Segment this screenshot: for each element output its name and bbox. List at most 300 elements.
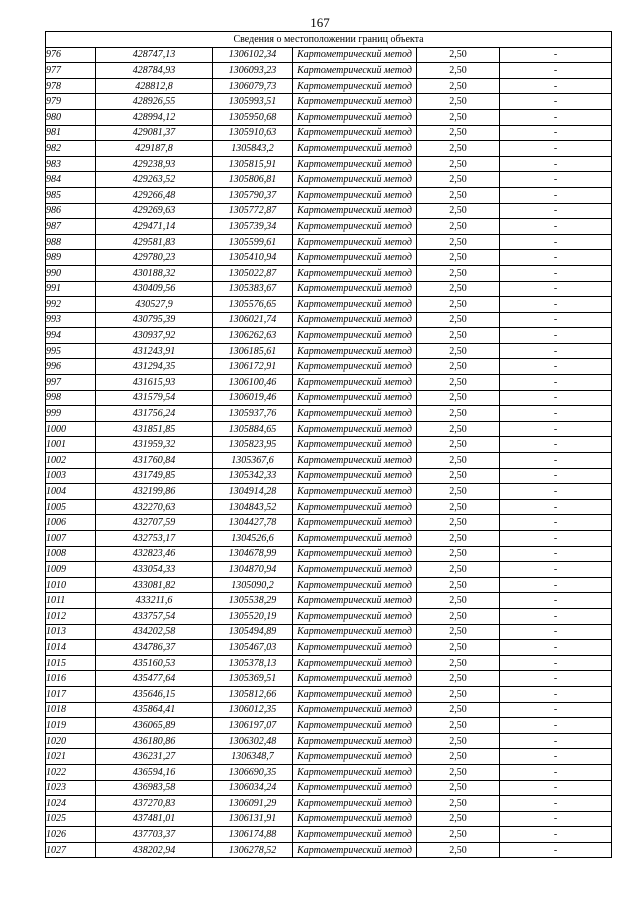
x-coordinate-cell: 431756,24: [96, 406, 213, 422]
measurement-method-cell: Картометрический метод: [293, 655, 417, 671]
accuracy-cell: 2,50: [417, 281, 500, 297]
table-body: [46, 47, 612, 858]
point-number-cell: 1008: [46, 546, 96, 562]
accuracy-cell: 2,50: [417, 187, 500, 203]
description-cell: -: [500, 780, 612, 796]
table-row: [46, 796, 612, 812]
accuracy-cell: 2,50: [417, 297, 500, 313]
y-coordinate-cell: 1306348,7: [213, 749, 293, 765]
accuracy-cell: 2,50: [417, 796, 500, 812]
accuracy-cell: 2,50: [417, 437, 500, 453]
table-row: [46, 47, 612, 63]
table-title: Сведения о местоположении границ объекта: [46, 32, 612, 48]
description-cell: -: [500, 686, 612, 702]
x-coordinate-cell: 433211,6: [96, 593, 213, 609]
accuracy-cell: 2,50: [417, 141, 500, 157]
y-coordinate-cell: 1306102,34: [213, 47, 293, 63]
description-cell: -: [500, 343, 612, 359]
point-number-cell: 983: [46, 156, 96, 172]
table-row: [46, 125, 612, 141]
accuracy-cell: 2,50: [417, 749, 500, 765]
measurement-method-cell: Картометрический метод: [293, 203, 417, 219]
table-row: [46, 562, 612, 578]
x-coordinate-cell: 436594,16: [96, 764, 213, 780]
description-cell: -: [500, 624, 612, 640]
description-cell: -: [500, 203, 612, 219]
table-row: [46, 624, 612, 640]
description-cell: -: [500, 546, 612, 562]
measurement-method-cell: Картометрический метод: [293, 141, 417, 157]
point-number-cell: 1021: [46, 749, 96, 765]
y-coordinate-cell: 1305772,87: [213, 203, 293, 219]
accuracy-cell: 2,50: [417, 608, 500, 624]
y-coordinate-cell: 1305022,87: [213, 265, 293, 281]
table-row: [46, 156, 612, 172]
table-row: [46, 827, 612, 843]
x-coordinate-cell: 430409,56: [96, 281, 213, 297]
y-coordinate-cell: 1306172,91: [213, 359, 293, 375]
point-number-cell: 992: [46, 297, 96, 313]
description-cell: -: [500, 375, 612, 391]
measurement-method-cell: Картометрический метод: [293, 281, 417, 297]
measurement-method-cell: Картометрический метод: [293, 671, 417, 687]
point-number-cell: 991: [46, 281, 96, 297]
y-coordinate-cell: 1306131,91: [213, 811, 293, 827]
x-coordinate-cell: 434202,58: [96, 624, 213, 640]
x-coordinate-cell: 434786,37: [96, 640, 213, 656]
point-number-cell: 993: [46, 312, 96, 328]
table-title-row: [46, 32, 612, 48]
y-coordinate-cell: 1306034,24: [213, 780, 293, 796]
accuracy-cell: 2,50: [417, 733, 500, 749]
accuracy-cell: 2,50: [417, 453, 500, 469]
x-coordinate-cell: 428784,93: [96, 63, 213, 79]
x-coordinate-cell: 436231,27: [96, 749, 213, 765]
description-cell: -: [500, 796, 612, 812]
y-coordinate-cell: 1305378,13: [213, 655, 293, 671]
x-coordinate-cell: 431959,32: [96, 437, 213, 453]
accuracy-cell: 2,50: [417, 328, 500, 344]
description-cell: -: [500, 234, 612, 250]
measurement-method-cell: Картометрический метод: [293, 499, 417, 515]
description-cell: -: [500, 312, 612, 328]
y-coordinate-cell: 1305383,67: [213, 281, 293, 297]
x-coordinate-cell: 435160,53: [96, 655, 213, 671]
accuracy-cell: 2,50: [417, 63, 500, 79]
x-coordinate-cell: 432199,86: [96, 484, 213, 500]
accuracy-cell: 2,50: [417, 499, 500, 515]
y-coordinate-cell: 1305884,65: [213, 421, 293, 437]
table-row: [46, 109, 612, 125]
accuracy-cell: 2,50: [417, 562, 500, 578]
measurement-method-cell: Картометрический метод: [293, 78, 417, 94]
table-row: [46, 484, 612, 500]
measurement-method-cell: Картометрический метод: [293, 842, 417, 858]
point-number-cell: 988: [46, 234, 96, 250]
description-cell: -: [500, 453, 612, 469]
accuracy-cell: 2,50: [417, 842, 500, 858]
point-number-cell: 1006: [46, 515, 96, 531]
point-number-cell: 989: [46, 250, 96, 266]
accuracy-cell: 2,50: [417, 421, 500, 437]
y-coordinate-cell: 1306100,46: [213, 375, 293, 391]
accuracy-cell: 2,50: [417, 390, 500, 406]
y-coordinate-cell: 1305576,65: [213, 297, 293, 313]
point-number-cell: 1012: [46, 608, 96, 624]
measurement-method-cell: Картометрический метод: [293, 343, 417, 359]
x-coordinate-cell: 429187,8: [96, 141, 213, 157]
measurement-method-cell: Картометрический метод: [293, 234, 417, 250]
measurement-method-cell: Картометрический метод: [293, 94, 417, 110]
measurement-method-cell: Картометрический метод: [293, 686, 417, 702]
description-cell: -: [500, 250, 612, 266]
x-coordinate-cell: 433757,54: [96, 608, 213, 624]
accuracy-cell: 2,50: [417, 671, 500, 687]
x-coordinate-cell: 428994,12: [96, 109, 213, 125]
y-coordinate-cell: 1306302,48: [213, 733, 293, 749]
y-coordinate-cell: 1306690,35: [213, 764, 293, 780]
point-number-cell: 981: [46, 125, 96, 141]
point-number-cell: 996: [46, 359, 96, 375]
y-coordinate-cell: 1305090,2: [213, 577, 293, 593]
measurement-method-cell: Картометрический метод: [293, 172, 417, 188]
table-row: [46, 265, 612, 281]
description-cell: -: [500, 718, 612, 734]
point-number-cell: 998: [46, 390, 96, 406]
point-number-cell: 1003: [46, 468, 96, 484]
accuracy-cell: 2,50: [417, 546, 500, 562]
measurement-method-cell: Картометрический метод: [293, 827, 417, 843]
table-row: [46, 172, 612, 188]
accuracy-cell: 2,50: [417, 531, 500, 547]
table-row: [46, 749, 612, 765]
y-coordinate-cell: 1304678,99: [213, 546, 293, 562]
x-coordinate-cell: 430188,32: [96, 265, 213, 281]
accuracy-cell: 2,50: [417, 780, 500, 796]
table-row: [46, 312, 612, 328]
y-coordinate-cell: 1306185,61: [213, 343, 293, 359]
measurement-method-cell: Картометрический метод: [293, 109, 417, 125]
point-number-cell: 1002: [46, 453, 96, 469]
point-number-cell: 1019: [46, 718, 96, 734]
y-coordinate-cell: 1305823,95: [213, 437, 293, 453]
description-cell: -: [500, 468, 612, 484]
accuracy-cell: 2,50: [417, 811, 500, 827]
table-row: [46, 234, 612, 250]
table-row: [46, 281, 612, 297]
accuracy-cell: 2,50: [417, 593, 500, 609]
accuracy-cell: 2,50: [417, 375, 500, 391]
table-row: [46, 733, 612, 749]
measurement-method-cell: Картометрический метод: [293, 546, 417, 562]
accuracy-cell: 2,50: [417, 718, 500, 734]
description-cell: -: [500, 406, 612, 422]
accuracy-cell: 2,50: [417, 312, 500, 328]
description-cell: -: [500, 562, 612, 578]
y-coordinate-cell: 1306019,46: [213, 390, 293, 406]
measurement-method-cell: Картометрический метод: [293, 764, 417, 780]
measurement-method-cell: Картометрический метод: [293, 156, 417, 172]
accuracy-cell: 2,50: [417, 343, 500, 359]
x-coordinate-cell: 429263,52: [96, 172, 213, 188]
table-row: [46, 406, 612, 422]
measurement-method-cell: Картометрический метод: [293, 733, 417, 749]
x-coordinate-cell: 436065,89: [96, 718, 213, 734]
accuracy-cell: 2,50: [417, 577, 500, 593]
accuracy-cell: 2,50: [417, 78, 500, 94]
measurement-method-cell: Картометрический метод: [293, 437, 417, 453]
y-coordinate-cell: 1306278,52: [213, 842, 293, 858]
point-number-cell: 994: [46, 328, 96, 344]
point-number-cell: 980: [46, 109, 96, 125]
y-coordinate-cell: 1305806,81: [213, 172, 293, 188]
description-cell: -: [500, 265, 612, 281]
description-cell: -: [500, 655, 612, 671]
description-cell: -: [500, 281, 612, 297]
accuracy-cell: 2,50: [417, 484, 500, 500]
measurement-method-cell: Картометрический метод: [293, 125, 417, 141]
y-coordinate-cell: 1305520,19: [213, 608, 293, 624]
point-number-cell: 995: [46, 343, 96, 359]
x-coordinate-cell: 431749,85: [96, 468, 213, 484]
point-number-cell: 1004: [46, 484, 96, 500]
table-row: [46, 63, 612, 79]
measurement-method-cell: Картометрический метод: [293, 593, 417, 609]
table-row: [46, 515, 612, 531]
table-row: [46, 702, 612, 718]
description-cell: -: [500, 359, 612, 375]
point-number-cell: 1026: [46, 827, 96, 843]
measurement-method-cell: Картометрический метод: [293, 780, 417, 796]
description-cell: -: [500, 764, 612, 780]
table-row: [46, 297, 612, 313]
accuracy-cell: 2,50: [417, 764, 500, 780]
table-row: [46, 203, 612, 219]
accuracy-cell: 2,50: [417, 234, 500, 250]
point-number-cell: 1016: [46, 671, 96, 687]
point-number-cell: 985: [46, 187, 96, 203]
accuracy-cell: 2,50: [417, 172, 500, 188]
measurement-method-cell: Картометрический метод: [293, 453, 417, 469]
y-coordinate-cell: 1304427,78: [213, 515, 293, 531]
x-coordinate-cell: 431294,35: [96, 359, 213, 375]
y-coordinate-cell: 1305937,76: [213, 406, 293, 422]
description-cell: -: [500, 328, 612, 344]
description-cell: -: [500, 842, 612, 858]
description-cell: -: [500, 47, 612, 63]
x-coordinate-cell: 435864,41: [96, 702, 213, 718]
x-coordinate-cell: 436180,86: [96, 733, 213, 749]
measurement-method-cell: Картометрический метод: [293, 624, 417, 640]
measurement-method-cell: Картометрический метод: [293, 577, 417, 593]
measurement-method-cell: Картометрический метод: [293, 47, 417, 63]
measurement-method-cell: Картометрический метод: [293, 265, 417, 281]
description-cell: -: [500, 499, 612, 515]
y-coordinate-cell: 1306174,88: [213, 827, 293, 843]
measurement-method-cell: Картометрический метод: [293, 484, 417, 500]
description-cell: -: [500, 531, 612, 547]
accuracy-cell: 2,50: [417, 47, 500, 63]
description-cell: -: [500, 141, 612, 157]
table-row: [46, 437, 612, 453]
x-coordinate-cell: 432707,59: [96, 515, 213, 531]
table-row: [46, 421, 612, 437]
measurement-method-cell: Картометрический метод: [293, 312, 417, 328]
y-coordinate-cell: 1305910,63: [213, 125, 293, 141]
table-row: [46, 219, 612, 235]
point-number-cell: 1018: [46, 702, 96, 718]
measurement-method-cell: Картометрический метод: [293, 63, 417, 79]
x-coordinate-cell: 431851,85: [96, 421, 213, 437]
table-row: [46, 94, 612, 110]
x-coordinate-cell: 433081,82: [96, 577, 213, 593]
y-coordinate-cell: 1305367,6: [213, 453, 293, 469]
y-coordinate-cell: 1305342,33: [213, 468, 293, 484]
x-coordinate-cell: 430527,9: [96, 297, 213, 313]
accuracy-cell: 2,50: [417, 109, 500, 125]
measurement-method-cell: Картометрический метод: [293, 531, 417, 547]
measurement-method-cell: Картометрический метод: [293, 515, 417, 531]
point-number-cell: 997: [46, 375, 96, 391]
point-number-cell: 1022: [46, 764, 96, 780]
x-coordinate-cell: 430795,39: [96, 312, 213, 328]
point-number-cell: 990: [46, 265, 96, 281]
point-number-cell: 986: [46, 203, 96, 219]
y-coordinate-cell: 1305950,68: [213, 109, 293, 125]
accuracy-cell: 2,50: [417, 219, 500, 235]
x-coordinate-cell: 435477,64: [96, 671, 213, 687]
y-coordinate-cell: 1305467,03: [213, 640, 293, 656]
y-coordinate-cell: 1305369,51: [213, 671, 293, 687]
table-row: [46, 499, 612, 515]
table-row: [46, 640, 612, 656]
x-coordinate-cell: 428747,13: [96, 47, 213, 63]
y-coordinate-cell: 1305494,89: [213, 624, 293, 640]
description-cell: -: [500, 125, 612, 141]
x-coordinate-cell: 435646,15: [96, 686, 213, 702]
description-cell: -: [500, 827, 612, 843]
accuracy-cell: 2,50: [417, 640, 500, 656]
measurement-method-cell: Картометрический метод: [293, 375, 417, 391]
table-row: [46, 780, 612, 796]
point-number-cell: 977: [46, 63, 96, 79]
point-number-cell: 1007: [46, 531, 96, 547]
table-row: [46, 187, 612, 203]
description-cell: -: [500, 156, 612, 172]
x-coordinate-cell: 431760,84: [96, 453, 213, 469]
y-coordinate-cell: 1306012,35: [213, 702, 293, 718]
table-row: [46, 842, 612, 858]
table-row: [46, 531, 612, 547]
point-number-cell: 978: [46, 78, 96, 94]
table-row: [46, 453, 612, 469]
accuracy-cell: 2,50: [417, 406, 500, 422]
y-coordinate-cell: 1305993,51: [213, 94, 293, 110]
measurement-method-cell: Картометрический метод: [293, 421, 417, 437]
point-number-cell: 982: [46, 141, 96, 157]
table-row: [46, 250, 612, 266]
description-cell: -: [500, 593, 612, 609]
table-row: [46, 764, 612, 780]
measurement-method-cell: Картометрический метод: [293, 811, 417, 827]
table-row: [46, 655, 612, 671]
table-row: [46, 328, 612, 344]
x-coordinate-cell: 428926,55: [96, 94, 213, 110]
description-cell: -: [500, 63, 612, 79]
point-number-cell: 1025: [46, 811, 96, 827]
x-coordinate-cell: 428812,8: [96, 78, 213, 94]
measurement-method-cell: Картометрический метод: [293, 468, 417, 484]
x-coordinate-cell: 430937,92: [96, 328, 213, 344]
accuracy-cell: 2,50: [417, 686, 500, 702]
x-coordinate-cell: 432753,17: [96, 531, 213, 547]
description-cell: -: [500, 640, 612, 656]
x-coordinate-cell: 436983,58: [96, 780, 213, 796]
point-number-cell: 1001: [46, 437, 96, 453]
x-coordinate-cell: 429269,63: [96, 203, 213, 219]
point-number-cell: 1023: [46, 780, 96, 796]
y-coordinate-cell: 1304526,6: [213, 531, 293, 547]
y-coordinate-cell: 1305739,34: [213, 219, 293, 235]
measurement-method-cell: Картометрический метод: [293, 297, 417, 313]
y-coordinate-cell: 1306262,63: [213, 328, 293, 344]
measurement-method-cell: Картометрический метод: [293, 328, 417, 344]
point-number-cell: 1017: [46, 686, 96, 702]
y-coordinate-cell: 1306091,29: [213, 796, 293, 812]
measurement-method-cell: Картометрический метод: [293, 406, 417, 422]
table-row: [46, 546, 612, 562]
description-cell: -: [500, 671, 612, 687]
x-coordinate-cell: 429581,83: [96, 234, 213, 250]
y-coordinate-cell: 1305538,29: [213, 593, 293, 609]
y-coordinate-cell: 1306197,07: [213, 718, 293, 734]
y-coordinate-cell: 1305599,61: [213, 234, 293, 250]
measurement-method-cell: Картометрический метод: [293, 250, 417, 266]
x-coordinate-cell: 437703,37: [96, 827, 213, 843]
description-cell: -: [500, 702, 612, 718]
accuracy-cell: 2,50: [417, 515, 500, 531]
table-row: [46, 577, 612, 593]
measurement-method-cell: Картометрический метод: [293, 219, 417, 235]
point-number-cell: 1013: [46, 624, 96, 640]
table-row: [46, 390, 612, 406]
y-coordinate-cell: 1304870,94: [213, 562, 293, 578]
point-number-cell: 984: [46, 172, 96, 188]
point-number-cell: 1009: [46, 562, 96, 578]
accuracy-cell: 2,50: [417, 655, 500, 671]
x-coordinate-cell: 431579,54: [96, 390, 213, 406]
accuracy-cell: 2,50: [417, 827, 500, 843]
point-number-cell: 979: [46, 94, 96, 110]
description-cell: -: [500, 811, 612, 827]
table-row: [46, 608, 612, 624]
description-cell: -: [500, 749, 612, 765]
y-coordinate-cell: 1306093,23: [213, 63, 293, 79]
description-cell: -: [500, 437, 612, 453]
table-row: [46, 593, 612, 609]
y-coordinate-cell: 1305410,94: [213, 250, 293, 266]
table-row: [46, 141, 612, 157]
description-cell: -: [500, 297, 612, 313]
point-number-cell: 1000: [46, 421, 96, 437]
point-number-cell: 976: [46, 47, 96, 63]
description-cell: -: [500, 390, 612, 406]
point-number-cell: 1024: [46, 796, 96, 812]
y-coordinate-cell: 1306079,73: [213, 78, 293, 94]
description-cell: -: [500, 94, 612, 110]
table-row: [46, 359, 612, 375]
point-number-cell: 1020: [46, 733, 96, 749]
